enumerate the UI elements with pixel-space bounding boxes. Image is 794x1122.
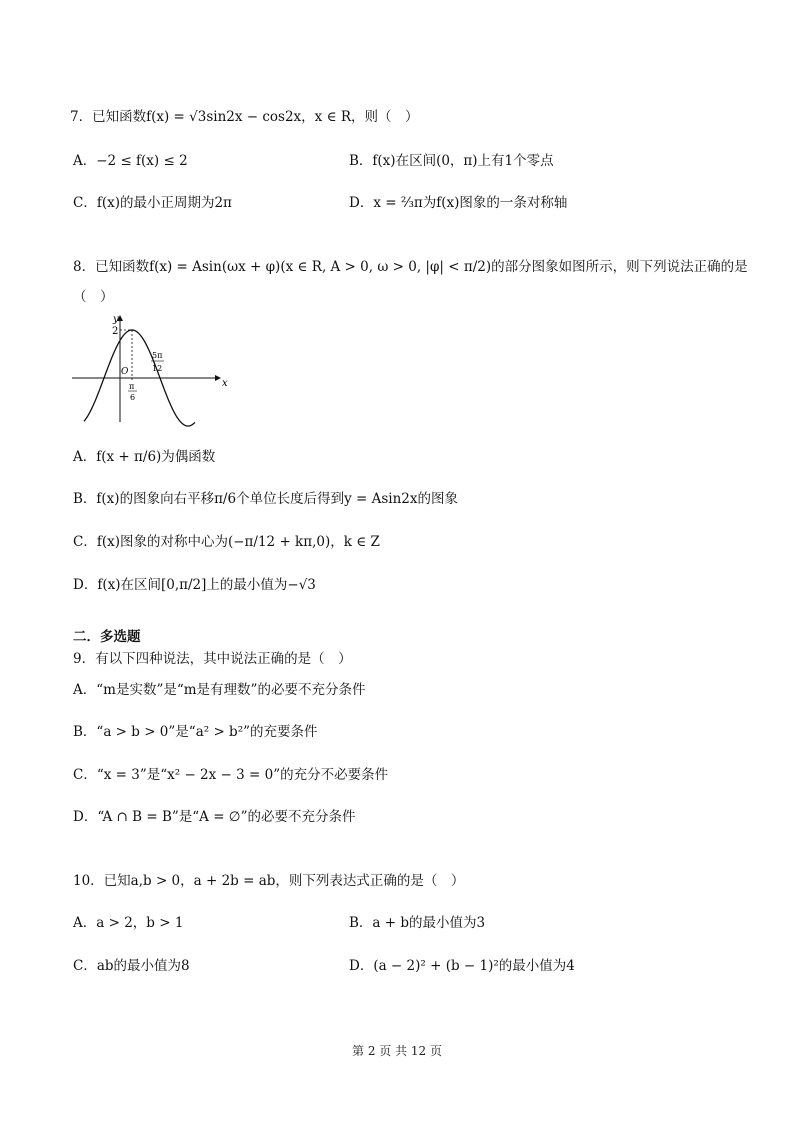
q8-paren: （ ） xyxy=(73,289,114,305)
tick-5pi12-num: 5π xyxy=(152,351,163,360)
q8-stem: 8．已知函数f(x) = Asin(ωx + φ)(x ∈ R, A > 0, ω > 0, |φ| < π/2)的部分图象如图所示，则下列说法正确的是 xyxy=(73,259,748,275)
q8-option-c: C．f(x)图象的对称中心为(−π/12 + kπ,0)，k ∈ Z xyxy=(73,534,380,550)
q9-option-b: B．“a > b > 0”是“a² > b²”的充要条件 xyxy=(73,724,318,740)
q7-option-d: D．x = ⅔π为f(x)图象的一条对称轴 xyxy=(349,195,568,211)
x-axis-label: x xyxy=(222,378,228,389)
q10-option-d: D．(a − 2)² + (b − 1)²的最小值为4 xyxy=(349,958,575,974)
q7-option-a: A．−2 ≤ f(x) ≤ 2 xyxy=(73,153,188,169)
tick-5pi12-den: 12 xyxy=(152,364,163,373)
y-axis-label: y xyxy=(113,314,119,325)
q7-stem: 7．已知函数f(x) = √3sin2x − cos2x，x ∈ R，则（ ） xyxy=(70,109,419,125)
origin-label: O xyxy=(121,367,129,377)
q8-option-b: B．f(x)的图象向右平移π/6个单位长度后得到y = Asin2x的图象 xyxy=(73,491,458,507)
q10-stem: 10．已知a,b > 0，a + 2b = ab，则下列表达式正确的是（ ） xyxy=(73,873,465,889)
q9-stem: 9．有以下四种说法，其中说法正确的是（ ） xyxy=(73,651,352,667)
tick-pi6-den: 6 xyxy=(130,393,136,402)
q8-option-a: A．f(x + π/6)为偶函数 xyxy=(73,449,216,465)
sine-graph xyxy=(70,310,235,428)
q10-option-c: C．ab的最小值为8 xyxy=(73,958,190,974)
y-tick-2: 2 xyxy=(112,326,119,337)
q9-option-d: D．“A ∩ B = B”是“A = ∅”的必要不充分条件 xyxy=(73,809,356,825)
q10-option-a: A．a > 2，b > 1 xyxy=(73,915,184,931)
q7-option-b: B．f(x)在区间(0，π)上有1个零点 xyxy=(349,153,554,169)
q9-option-a: A．“m是实数”是“m是有理数”的必要不充分条件 xyxy=(73,682,366,698)
q9-option-c: C．“x = 3”是“x² − 2x − 3 = 0”的充分不必要条件 xyxy=(73,767,389,783)
q8-option-d: D．f(x)在区间[0,π/2]上的最小值为−√3 xyxy=(73,577,316,593)
page-footer: 第 2 页 共 12 页 xyxy=(352,1044,442,1058)
section-title: 二．多选题 xyxy=(73,629,141,645)
q7-option-c: C．f(x)的最小正周期为2π xyxy=(73,195,232,211)
q10-option-b: B．a + b的最小值为3 xyxy=(349,915,486,931)
tick-pi6-num: π xyxy=(129,382,135,391)
